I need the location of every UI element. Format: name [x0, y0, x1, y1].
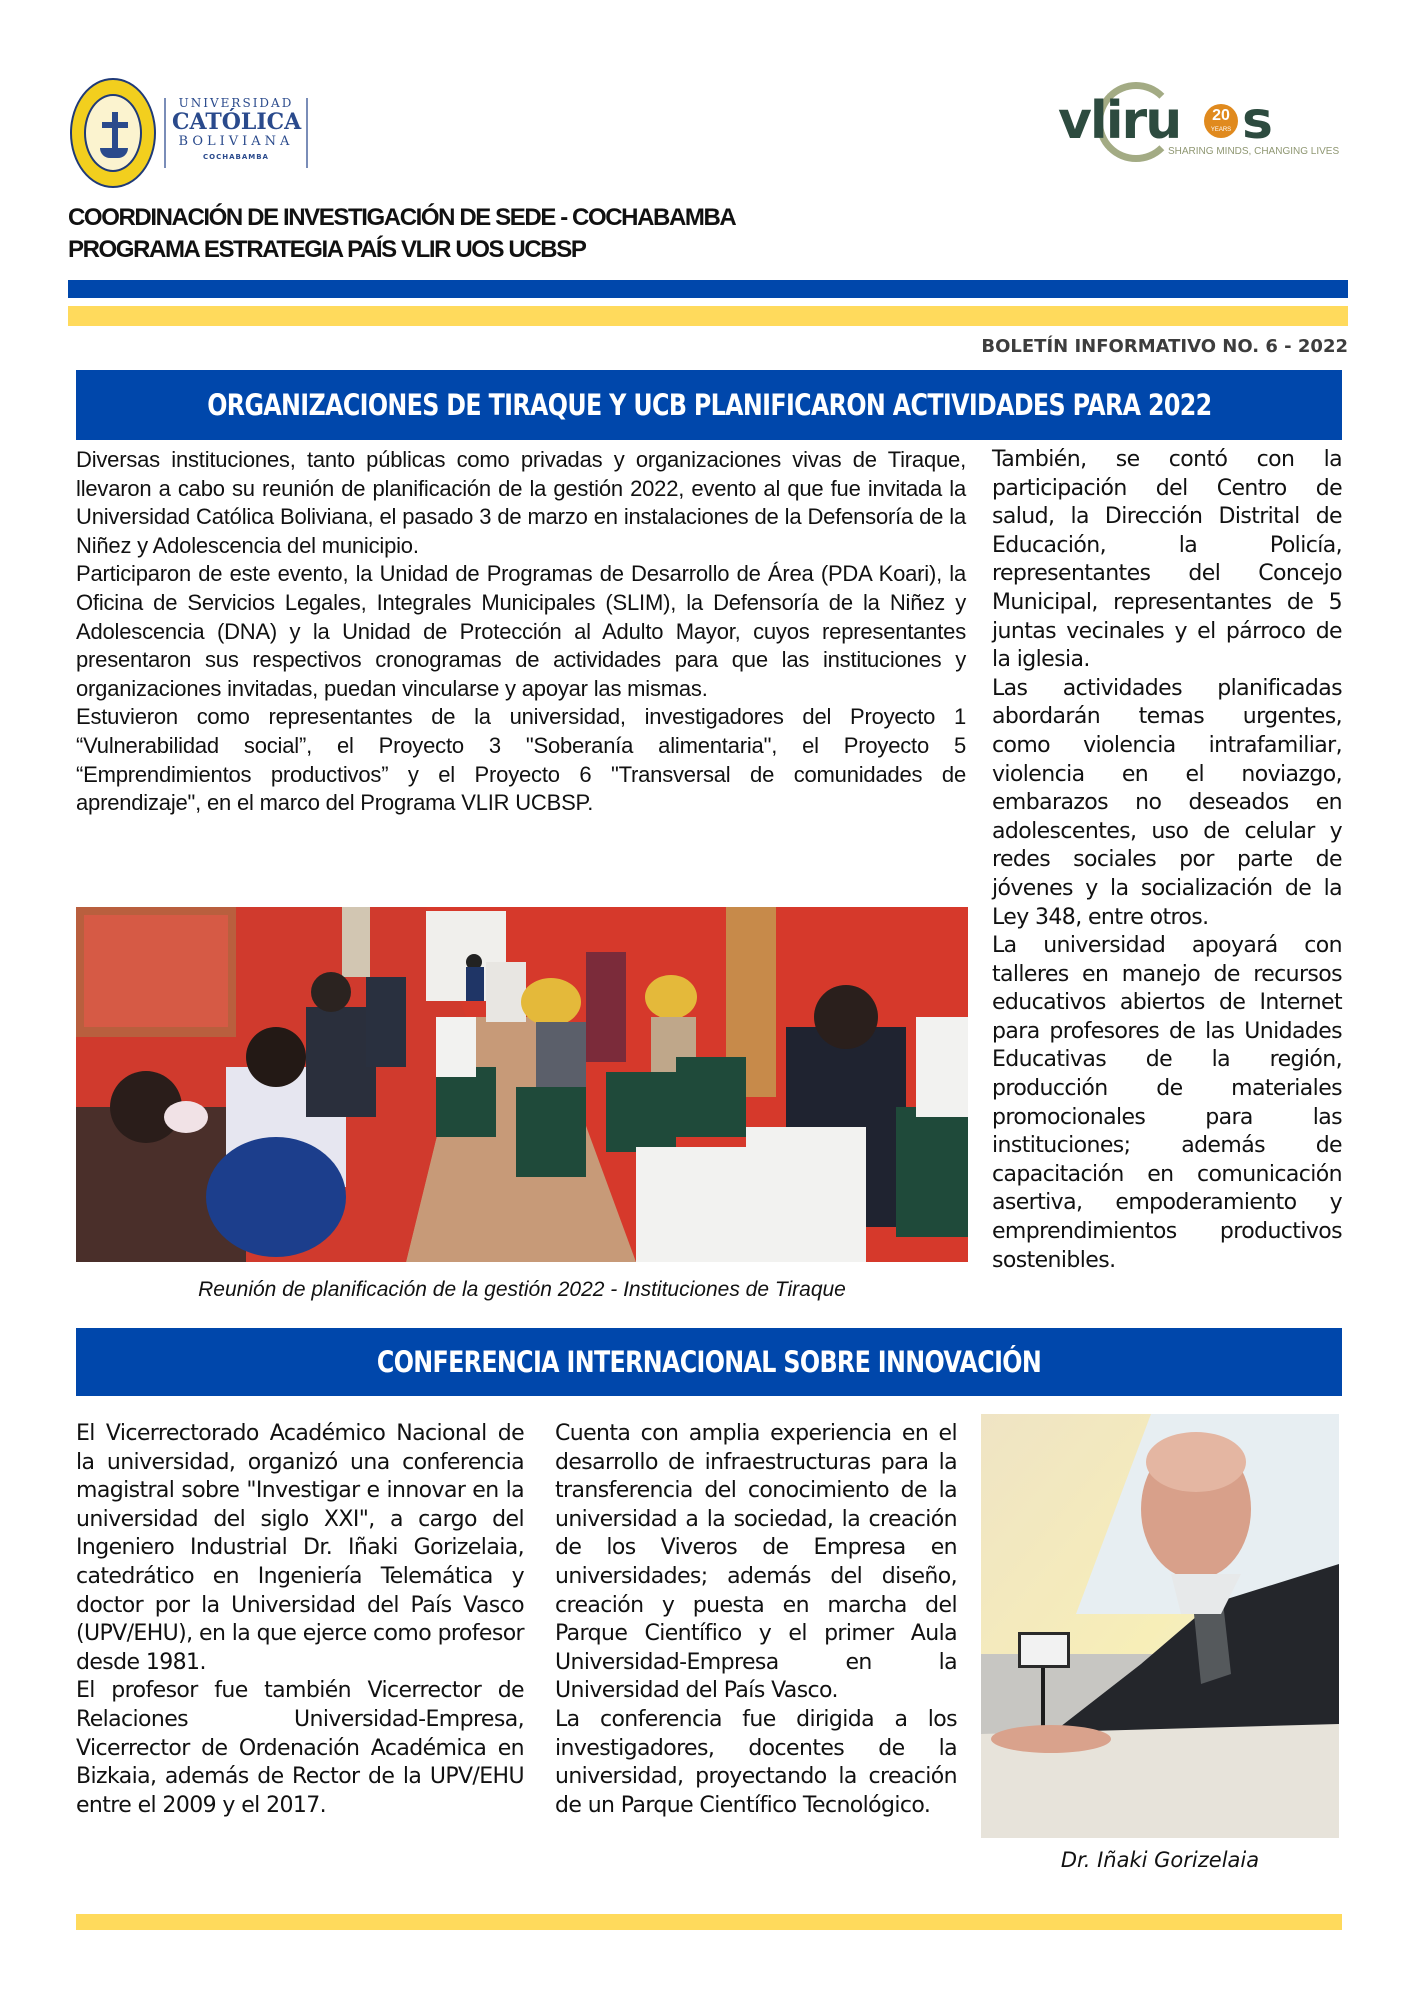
- vlir-wordmark: vliru: [1058, 91, 1181, 151]
- header-title-line-2: PROGRAMA ESTRATEGIA PAÍS VLIR UOS UCBSP: [68, 236, 586, 263]
- bulletin-number: BOLETÍN INFORMATIVO NO. 6 - 2022: [981, 336, 1348, 357]
- badge-number: 20: [1212, 107, 1230, 124]
- article-2-column-1: [76, 1420, 524, 1820]
- vlir-uos-logo: [1058, 92, 1358, 172]
- header-title-line-1: COORDINACIÓN DE INVESTIGACIÓN DE SEDE - COCHABAMBA: [68, 204, 736, 231]
- logo-divider: [306, 98, 308, 168]
- meeting-photo: [76, 907, 968, 1262]
- article-1-paragraph: Diversas instituciones, tanto públicas como privadas y organizaciones vivas de Tiraque, llevaron a cabo su reunión de planificación de la gestión 2022, evento al que fue invitada la Universidad Católica Boliviana, el pasado 3 de marzo en instalaciones de la Defensoría de la Niñez y Adolescencia del municipio.: [76, 447, 966, 558]
- article-1-headline: ORGANIZACIONES DE TIRAQUE Y UCB PLANIFICARON ACTIVIDADES PARA 2022: [206, 388, 1212, 422]
- vlir-wordmark-end: s: [1242, 91, 1273, 151]
- portrait-photo-caption: Dr. Iñaki Gorizelaia: [1060, 1848, 1260, 1872]
- article-1-paragraph: Las actividades planificadas abordarán temas urgentes, como violencia intrafamiliar, violencia en el noviazgo, embarazos no deseados en adolescentes, uso de celular y redes sociales por parte de jóvenes y la socialización de la Ley 348, entre otros.: [992, 675, 1342, 930]
- article-1-column-2: [992, 446, 1342, 1275]
- article-2-paragraph: El profesor fue también Vicerrector de Relaciones Universidad-Empresa, Vicerrector de Ordenación Académica en Bizkaia, además de Rector de la UPV/EHU entre el 2009 y el 2017.: [76, 1678, 524, 1818]
- anniversary-badge: [1204, 104, 1238, 138]
- article-2-paragraph: El Vicerrectorado Académico Nacional de la universidad, organizó una conferencia magistral sobre "Investigar e innovar en la universidad del siglo XXI", a cargo del Ingeniero Industrial Dr. Iñaki Gorizelaia, catedrático en Ingeniería Telemática y doctor por la Universidad del País Vasco (UPV/EHU), en la que ejerce como profesor desde 1981.: [76, 1421, 524, 1675]
- article-1-paragraph: También, se contó con la participación del Centro de salud, la Dirección Distrital de Educación, la Policía, representantes del Concejo Municipal, representantes de 5 juntas vecinales y el párroco de la iglesia.: [992, 447, 1342, 673]
- badge-label: YEARS: [1210, 127, 1232, 133]
- ucb-line-2: CATÓLICA: [172, 109, 302, 135]
- article-2-column-2: [555, 1420, 957, 1820]
- ucb-line-4: COCHABAMBA: [203, 153, 269, 161]
- portrait-photo-illustration: [981, 1414, 1339, 1838]
- ucb-line-1: UNIVERSIDAD: [178, 96, 294, 110]
- article-1-column-1: [76, 446, 966, 818]
- article-1-headline-banner: [76, 370, 1342, 440]
- article-2-paragraph: La conferencia fue dirigida a los investigadores, docentes de la universidad, proyectando la creación de un Parque Científico Tecnológico.: [555, 1706, 957, 1818]
- article-1-paragraph: Participaron de este evento, la Unidad de Programas de Desarrollo de Área (PDA Koari), la Oficina de Servicios Legales, Integrales Municipales (SLIM), la Defensoría de la Niñez y Adolescencia (DNA) y la Unidad de Protección al Adulto Mayor, cuyos representantes presentaron sus respectivos cronogramas de actividades para que las instituciones y organizaciones invitadas, puedan vincularse y apoyar las mismas.: [76, 561, 966, 701]
- portrait-photo: [981, 1414, 1339, 1838]
- article-1-paragraph: Estuvieron como representantes de la universidad, investigadores del Proyecto 1 “Vulnerabilidad social”, el Proyecto 3 "Soberanía alimentaria", el Proyecto 5 “Emprendimientos productivos” y el Proyecto 6 "Transversal de comunidades de aprendizaje", en el marco del Programa VLIR UCBSP.: [76, 704, 966, 816]
- article-2-paragraph: Cuenta con amplia experiencia en el desarrollo de infraestructuras para la transferencia del conocimiento de la universidad a la sociedad, la creación de los Viveros de Empresa en universidades; además del diseño, creación y puesta en marcha del Parque Científico y el primer Aula Universidad-Empresa en la Universidad del País Vasco.: [555, 1421, 957, 1704]
- meeting-photo-illustration: [76, 907, 968, 1262]
- vlir-tagline: SHARING MINDS, CHANGING LIVES: [1168, 146, 1340, 157]
- ucb-seal-icon: [70, 78, 156, 188]
- yellow-stripe: [68, 306, 1348, 326]
- article-1-paragraph: La universidad apoyará con talleres en manejo de recursos educativos abiertos de Internet para profesores de las Unidades Educativas de la región, producción de materiales promocionales para las instituciones; además de capacitación en comunicación asertiva, empoderamiento y emprendimientos productivos sostenibles.: [992, 933, 1342, 1273]
- logo-divider: [164, 98, 166, 168]
- blue-stripe: [68, 280, 1348, 298]
- ucb-logo: [70, 78, 310, 188]
- ucb-line-3: BOLIVIANA: [178, 134, 294, 149]
- article-2-headline-banner: [76, 1328, 1342, 1396]
- article-2-headline: CONFERENCIA INTERNACIONAL SOBRE INNOVACIÓN: [376, 1345, 1042, 1379]
- bottom-yellow-stripe: [76, 1914, 1342, 1930]
- meeting-photo-caption: Reunión de planificación de la gestión 2022 - Instituciones de Tiraque: [198, 1278, 846, 1301]
- ucb-wordmark: [172, 96, 300, 161]
